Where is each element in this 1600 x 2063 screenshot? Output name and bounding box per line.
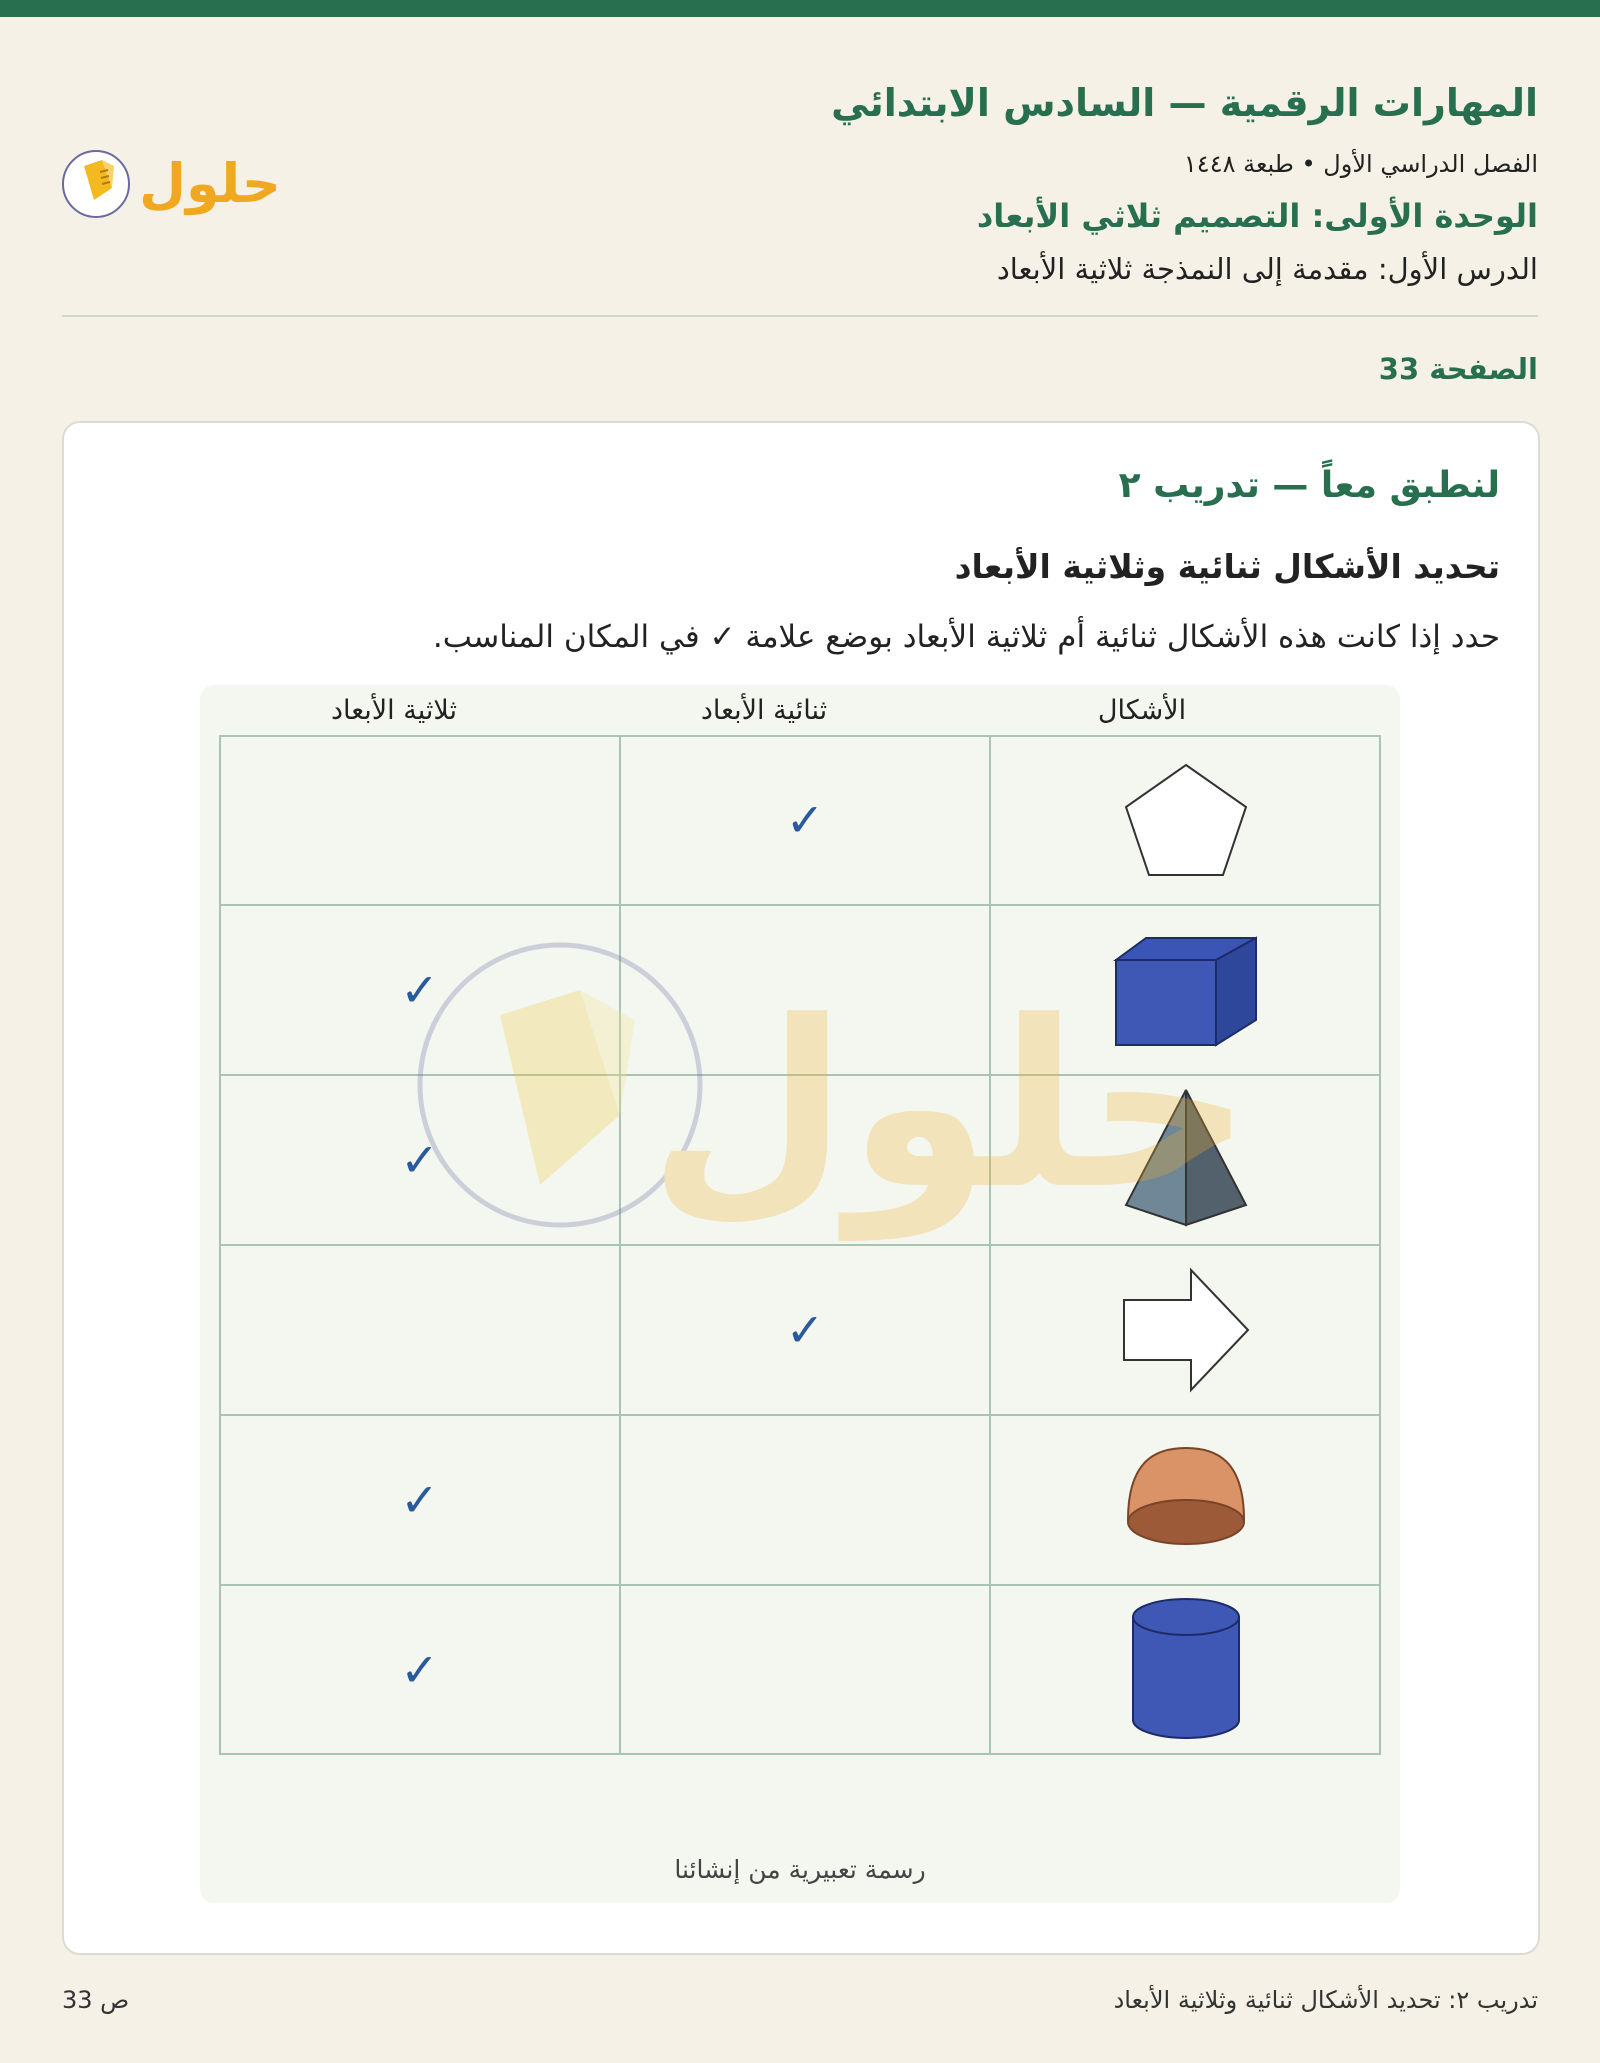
shape-pentagon-icon [990,735,1381,905]
header-divider [62,315,1538,317]
shape-pyramid-icon [990,1075,1381,1245]
exercise-subtitle: تحديد الأشكال ثنائية وثلاثية الأبعاد [954,547,1500,586]
shapes-table [219,735,1381,1755]
footer-page-number: ص 33 [62,1986,130,2014]
book-title: المهارات الرقمية — السادس الابتدائي [831,81,1538,125]
watermark-text: حلول [648,973,1252,1240]
page-number-label: الصفحة 33 [1378,352,1538,386]
logo-text: حلول [139,152,281,215]
shape-cylinder-icon [990,1585,1381,1755]
page-header [538,70,1538,298]
check-mark-two-d[interactable]: ✓ [785,793,825,847]
check-mark-two-d[interactable]: ✓ [785,1303,825,1357]
top-accent-bar [0,0,1600,17]
shape-arrow-icon [990,1245,1381,1415]
lesson-title: الدرس الأول: مقدمة إلى النمذجة ثلاثية الأبعاد [996,252,1538,286]
term-edition: الفصل الدراسي الأول • طبعة ١٤٤٨ [1183,150,1538,178]
shapes-figure [200,685,1400,1903]
check-mark-three-d[interactable]: ✓ [400,1473,439,1527]
exercise-title: لنطبق معاً — تدريب ٢ [1118,465,1500,506]
header-three-d: ثلاثية الأبعاد [330,695,458,726]
check-mark-three-d[interactable]: ✓ [400,1133,439,1187]
figure-caption: رسمة تعبيرية من إنشائنا [674,1855,926,1884]
footer-exercise-title: تدريب ٢: تحديد الأشكال ثنائية وثلاثية الأبعاد [1113,1986,1538,2014]
exercise-card [62,421,1540,1955]
check-mark-three-d[interactable]: ✓ [400,963,439,1017]
unit-title: الوحدة الأولى: التصميم ثلاثي الأبعاد [976,197,1538,235]
header-two-d: ثنائية الأبعاد [700,695,828,726]
shape-cube-icon [990,905,1381,1075]
book-logo-icon [63,151,129,217]
hulul-logo [62,138,282,228]
exercise-instruction: حدد إذا كانت هذه الأشكال ثنائية أم ثلاثية الأبعاد بوضع علامة ✓ في المكان المناسب. [432,619,1500,655]
shape-dome-icon [990,1415,1381,1585]
header-shapes: الأشكال [1097,695,1187,726]
check-mark-three-d[interactable]: ✓ [400,1643,439,1697]
